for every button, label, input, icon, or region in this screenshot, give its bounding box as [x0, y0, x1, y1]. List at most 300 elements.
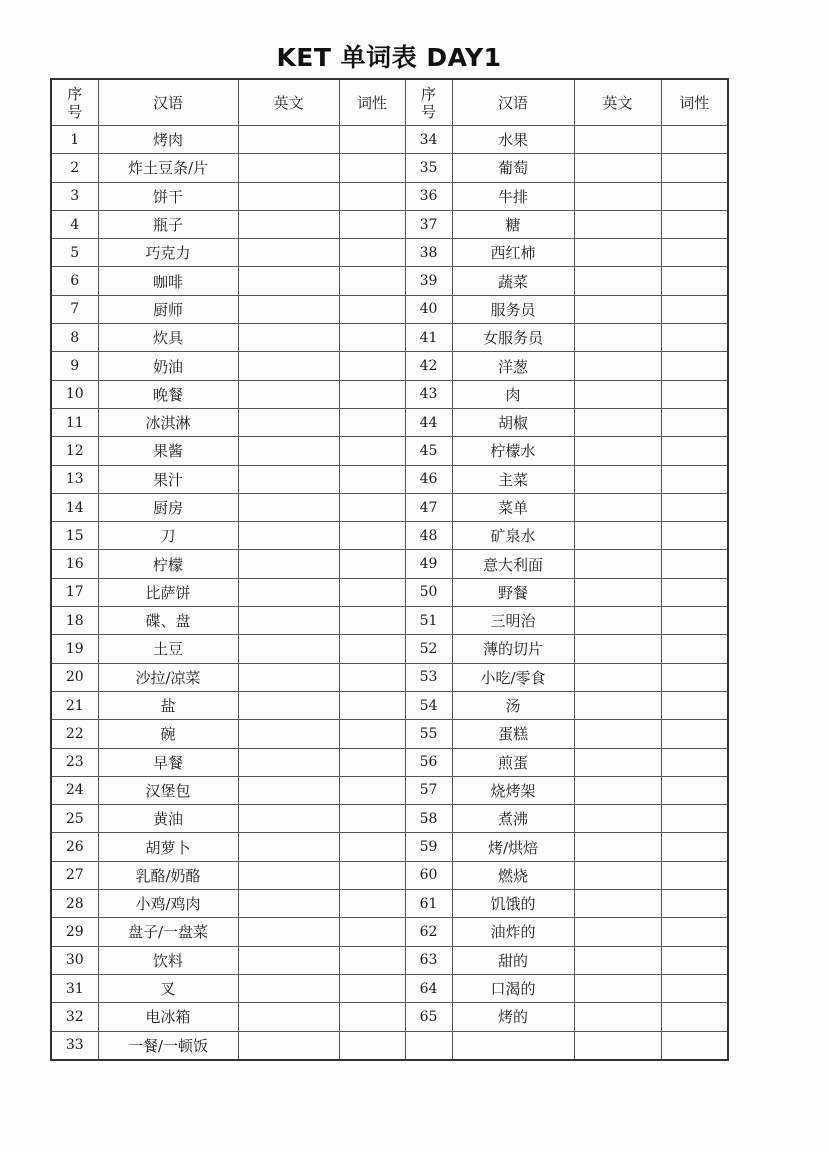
header-pos-left: 词性 [339, 79, 405, 126]
english-answer-cell[interactable] [238, 408, 339, 436]
chinese-cell: 瓶子 [98, 210, 238, 238]
pos-answer-cell[interactable] [339, 861, 405, 889]
english-answer-cell[interactable] [238, 890, 339, 918]
english-answer-cell[interactable] [574, 522, 661, 550]
index-cell: 10 [51, 380, 98, 408]
index-cell: 56 [405, 748, 452, 776]
table-row [51, 239, 728, 267]
pos-answer-cell[interactable] [661, 748, 728, 776]
table-row [51, 918, 728, 946]
english-answer-cell[interactable] [574, 126, 661, 154]
table-row [51, 890, 728, 918]
pos-answer-cell[interactable] [661, 380, 728, 408]
index-cell: 41 [405, 324, 452, 352]
table-row [51, 182, 728, 210]
index-cell: 48 [405, 522, 452, 550]
pos-answer-cell[interactable] [661, 635, 728, 663]
pos-answer-cell[interactable] [339, 267, 405, 295]
index-cell: 24 [51, 776, 98, 804]
pos-answer-cell[interactable] [661, 550, 728, 578]
pos-answer-cell[interactable] [339, 635, 405, 663]
pos-answer-cell[interactable] [661, 408, 728, 436]
english-answer-cell[interactable] [238, 720, 339, 748]
index-cell: 16 [51, 550, 98, 578]
vocab-table-body [51, 126, 728, 1060]
vocab-table [50, 78, 729, 1061]
pos-answer-cell[interactable] [661, 437, 728, 465]
english-answer-cell[interactable] [574, 805, 661, 833]
header-index-top: 序 [67, 84, 83, 103]
table-row [51, 380, 728, 408]
english-answer-cell[interactable] [238, 154, 339, 182]
table-row [51, 720, 728, 748]
index-cell: 59 [405, 833, 452, 861]
chinese-cell: 饥饿的 [452, 890, 574, 918]
pos-answer-cell[interactable] [661, 720, 728, 748]
index-cell: 61 [405, 890, 452, 918]
english-answer-cell[interactable] [574, 239, 661, 267]
index-cell: 39 [405, 267, 452, 295]
chinese-cell: 比萨饼 [98, 578, 238, 606]
english-answer-cell[interactable] [238, 352, 339, 380]
english-answer-cell[interactable] [238, 861, 339, 889]
chinese-cell: 油炸的 [452, 918, 574, 946]
chinese-cell: 炸土豆条/片 [98, 154, 238, 182]
index-cell: 6 [51, 267, 98, 295]
english-answer-cell[interactable] [574, 833, 661, 861]
chinese-cell: 厨房 [98, 493, 238, 521]
index-cell: 30 [51, 946, 98, 974]
english-answer-cell[interactable] [238, 748, 339, 776]
index-cell: 53 [405, 663, 452, 691]
index-cell: 17 [51, 578, 98, 606]
index-cell: 43 [405, 380, 452, 408]
english-answer-cell[interactable] [574, 380, 661, 408]
header-chinese-right: 汉语 [452, 79, 574, 126]
chinese-cell: 烤肉 [98, 126, 238, 154]
chinese-cell: 奶油 [98, 352, 238, 380]
pos-answer-cell[interactable] [339, 324, 405, 352]
chinese-cell: 菜单 [452, 493, 574, 521]
chinese-cell: 胡萝卜 [98, 833, 238, 861]
english-answer-cell[interactable] [574, 635, 661, 663]
pos-answer-cell[interactable] [661, 974, 728, 1002]
index-cell: 18 [51, 607, 98, 635]
pos-answer-cell[interactable] [339, 408, 405, 436]
table-row [51, 324, 728, 352]
table-row [51, 1003, 728, 1031]
table-row [51, 267, 728, 295]
chinese-cell: 黄油 [98, 805, 238, 833]
table-row [51, 437, 728, 465]
pos-answer-cell[interactable] [661, 691, 728, 719]
pos-answer-cell[interactable] [339, 295, 405, 323]
chinese-cell: 蔬菜 [452, 267, 574, 295]
english-answer-cell[interactable] [574, 550, 661, 578]
chinese-cell: 甜的 [452, 946, 574, 974]
index-cell: 63 [405, 946, 452, 974]
index-cell: 57 [405, 776, 452, 804]
chinese-cell: 女服务员 [452, 324, 574, 352]
chinese-cell: 肉 [452, 380, 574, 408]
chinese-cell: 柠檬 [98, 550, 238, 578]
header-english-right: 英文 [574, 79, 661, 126]
english-answer-cell[interactable] [238, 805, 339, 833]
chinese-cell: 煎蛋 [452, 748, 574, 776]
index-cell: 58 [405, 805, 452, 833]
header-index-bottom: 号 [420, 102, 436, 121]
chinese-cell: 薄的切片 [452, 635, 574, 663]
chinese-cell: 汤 [452, 691, 574, 719]
pos-answer-cell[interactable] [339, 352, 405, 380]
index-cell: 2 [51, 154, 98, 182]
index-cell: 15 [51, 522, 98, 550]
table-row [51, 493, 728, 521]
english-answer-cell[interactable] [238, 635, 339, 663]
index-cell: 32 [51, 1003, 98, 1031]
pos-answer-cell[interactable] [339, 239, 405, 267]
table-row [51, 408, 728, 436]
table-row [51, 522, 728, 550]
index-cell: 60 [405, 861, 452, 889]
index-cell: 47 [405, 493, 452, 521]
english-answer-cell[interactable] [574, 748, 661, 776]
pos-answer-cell[interactable] [339, 691, 405, 719]
chinese-cell: 洋葱 [452, 352, 574, 380]
english-answer-cell[interactable] [574, 1003, 661, 1031]
english-answer-cell[interactable] [238, 1003, 339, 1031]
pos-answer-cell[interactable] [339, 380, 405, 408]
header-index-bottom: 号 [67, 102, 83, 121]
pos-answer-cell[interactable] [339, 607, 405, 635]
index-cell: 33 [51, 1031, 98, 1060]
index-cell: 23 [51, 748, 98, 776]
chinese-cell: 水果 [452, 126, 574, 154]
english-answer-cell[interactable] [238, 974, 339, 1002]
chinese-cell: 主菜 [452, 465, 574, 493]
chinese-cell: 煮沸 [452, 805, 574, 833]
english-answer-cell[interactable] [574, 861, 661, 889]
english-answer-cell[interactable] [574, 890, 661, 918]
pos-answer-cell[interactable] [661, 890, 728, 918]
english-answer-cell[interactable] [238, 918, 339, 946]
chinese-cell: 冰淇淋 [98, 408, 238, 436]
pos-answer-cell[interactable] [661, 522, 728, 550]
chinese-cell: 西红柿 [452, 239, 574, 267]
pos-answer-cell[interactable] [339, 974, 405, 1002]
index-cell: 49 [405, 550, 452, 578]
index-cell: 19 [51, 635, 98, 663]
pos-answer-cell[interactable] [339, 493, 405, 521]
pos-answer-cell[interactable] [661, 465, 728, 493]
pos-answer-cell[interactable] [339, 210, 405, 238]
index-cell [405, 1031, 452, 1060]
chinese-cell: 咖啡 [98, 267, 238, 295]
pos-answer-cell[interactable] [661, 607, 728, 635]
pos-answer-cell[interactable] [661, 1031, 728, 1060]
english-answer-cell[interactable] [238, 691, 339, 719]
index-cell: 37 [405, 210, 452, 238]
english-answer-cell[interactable] [574, 437, 661, 465]
chinese-cell: 野餐 [452, 578, 574, 606]
chinese-cell: 沙拉/凉菜 [98, 663, 238, 691]
pos-answer-cell[interactable] [339, 833, 405, 861]
english-answer-cell[interactable] [238, 380, 339, 408]
table-row [51, 465, 728, 493]
index-cell: 22 [51, 720, 98, 748]
pos-answer-cell[interactable] [339, 720, 405, 748]
table-row [51, 1031, 728, 1060]
pos-answer-cell[interactable] [339, 918, 405, 946]
chinese-cell: 晚餐 [98, 380, 238, 408]
chinese-cell: 烤/烘焙 [452, 833, 574, 861]
index-cell: 65 [405, 1003, 452, 1031]
pos-answer-cell[interactable] [661, 210, 728, 238]
index-cell: 12 [51, 437, 98, 465]
header-row [51, 79, 728, 126]
table-row [51, 805, 728, 833]
chinese-cell: 燃烧 [452, 861, 574, 889]
english-answer-cell[interactable] [574, 295, 661, 323]
pos-answer-cell[interactable] [661, 493, 728, 521]
table-row [51, 833, 728, 861]
english-answer-cell[interactable] [238, 182, 339, 210]
english-answer-cell[interactable] [238, 465, 339, 493]
pos-answer-cell[interactable] [661, 126, 728, 154]
english-answer-cell[interactable] [574, 918, 661, 946]
chinese-cell: 电冰箱 [98, 1003, 238, 1031]
table-row [51, 748, 728, 776]
pos-answer-cell[interactable] [661, 1003, 728, 1031]
english-answer-cell[interactable] [238, 126, 339, 154]
chinese-cell: 盐 [98, 691, 238, 719]
english-answer-cell[interactable] [574, 974, 661, 1002]
english-answer-cell[interactable] [238, 437, 339, 465]
chinese-cell: 果酱 [98, 437, 238, 465]
index-cell: 21 [51, 691, 98, 719]
header-index-top: 序 [420, 84, 436, 103]
index-cell: 40 [405, 295, 452, 323]
index-cell: 27 [51, 861, 98, 889]
english-answer-cell[interactable] [238, 776, 339, 804]
chinese-cell: 盘子/一盘菜 [98, 918, 238, 946]
english-answer-cell[interactable] [574, 210, 661, 238]
pos-answer-cell[interactable] [339, 578, 405, 606]
table-row [51, 635, 728, 663]
index-cell: 7 [51, 295, 98, 323]
pos-answer-cell[interactable] [339, 890, 405, 918]
chinese-cell: 蛋糕 [452, 720, 574, 748]
index-cell: 5 [51, 239, 98, 267]
chinese-cell: 柠檬水 [452, 437, 574, 465]
index-cell: 64 [405, 974, 452, 1002]
chinese-cell: 乳酪/奶酪 [98, 861, 238, 889]
pos-answer-cell[interactable] [339, 776, 405, 804]
pos-answer-cell[interactable] [661, 239, 728, 267]
header-index-left [51, 79, 98, 126]
english-answer-cell[interactable] [238, 833, 339, 861]
index-cell: 45 [405, 437, 452, 465]
index-cell: 36 [405, 182, 452, 210]
index-cell: 9 [51, 352, 98, 380]
chinese-cell: 一餐/一顿饭 [98, 1031, 238, 1060]
pos-answer-cell[interactable] [661, 805, 728, 833]
table-row [51, 578, 728, 606]
english-answer-cell[interactable] [238, 607, 339, 635]
index-cell: 42 [405, 352, 452, 380]
table-row [51, 550, 728, 578]
index-cell: 20 [51, 663, 98, 691]
chinese-cell: 土豆 [98, 635, 238, 663]
pos-answer-cell[interactable] [661, 324, 728, 352]
index-cell: 11 [51, 408, 98, 436]
index-cell: 28 [51, 890, 98, 918]
english-answer-cell[interactable] [574, 946, 661, 974]
table-row [51, 946, 728, 974]
table-row [51, 691, 728, 719]
english-answer-cell[interactable] [238, 210, 339, 238]
english-answer-cell[interactable] [238, 295, 339, 323]
english-answer-cell[interactable] [574, 493, 661, 521]
english-answer-cell[interactable] [238, 663, 339, 691]
english-answer-cell[interactable] [574, 324, 661, 352]
pos-answer-cell[interactable] [339, 182, 405, 210]
pos-answer-cell[interactable] [339, 663, 405, 691]
pos-answer-cell[interactable] [661, 861, 728, 889]
chinese-cell: 叉 [98, 974, 238, 1002]
index-cell: 13 [51, 465, 98, 493]
index-cell: 50 [405, 578, 452, 606]
english-answer-cell[interactable] [574, 607, 661, 635]
english-answer-cell[interactable] [238, 946, 339, 974]
english-answer-cell[interactable] [238, 578, 339, 606]
header-chinese-left: 汉语 [98, 79, 238, 126]
index-cell: 51 [405, 607, 452, 635]
index-cell: 3 [51, 182, 98, 210]
pos-answer-cell[interactable] [661, 267, 728, 295]
index-cell: 31 [51, 974, 98, 1002]
chinese-cell: 矿泉水 [452, 522, 574, 550]
pos-answer-cell[interactable] [339, 805, 405, 833]
english-answer-cell[interactable] [574, 776, 661, 804]
english-answer-cell[interactable] [238, 550, 339, 578]
pos-answer-cell[interactable] [661, 578, 728, 606]
table-row [51, 974, 728, 1002]
english-answer-cell[interactable] [574, 578, 661, 606]
english-answer-cell[interactable] [238, 267, 339, 295]
pos-answer-cell[interactable] [661, 663, 728, 691]
index-cell: 35 [405, 154, 452, 182]
pos-answer-cell[interactable] [339, 946, 405, 974]
english-answer-cell[interactable] [574, 1031, 661, 1060]
table-row [51, 210, 728, 238]
english-answer-cell[interactable] [574, 720, 661, 748]
table-row [51, 295, 728, 323]
chinese-cell [452, 1031, 574, 1060]
english-answer-cell[interactable] [574, 182, 661, 210]
chinese-cell: 刀 [98, 522, 238, 550]
pos-answer-cell[interactable] [339, 154, 405, 182]
chinese-cell: 厨师 [98, 295, 238, 323]
chinese-cell: 早餐 [98, 748, 238, 776]
header-english-left: 英文 [238, 79, 339, 126]
table-row [51, 776, 728, 804]
index-cell: 8 [51, 324, 98, 352]
pos-answer-cell[interactable] [339, 522, 405, 550]
index-cell: 4 [51, 210, 98, 238]
pos-answer-cell[interactable] [661, 182, 728, 210]
index-cell: 38 [405, 239, 452, 267]
pos-answer-cell[interactable] [339, 465, 405, 493]
index-cell: 62 [405, 918, 452, 946]
index-cell: 55 [405, 720, 452, 748]
english-answer-cell[interactable] [574, 663, 661, 691]
index-cell: 46 [405, 465, 452, 493]
english-answer-cell[interactable] [238, 324, 339, 352]
chinese-cell: 烤的 [452, 1003, 574, 1031]
index-cell: 25 [51, 805, 98, 833]
table-row [51, 607, 728, 635]
chinese-cell: 葡萄 [452, 154, 574, 182]
chinese-cell: 汉堡包 [98, 776, 238, 804]
pos-answer-cell[interactable] [661, 295, 728, 323]
pos-answer-cell[interactable] [661, 352, 728, 380]
pos-answer-cell[interactable] [661, 918, 728, 946]
english-answer-cell[interactable] [574, 352, 661, 380]
table-row [51, 352, 728, 380]
pos-answer-cell[interactable] [661, 946, 728, 974]
index-cell: 26 [51, 833, 98, 861]
chinese-cell: 小吃/零食 [452, 663, 574, 691]
pos-answer-cell[interactable] [339, 126, 405, 154]
pos-answer-cell[interactable] [339, 437, 405, 465]
chinese-cell: 碗 [98, 720, 238, 748]
pos-answer-cell[interactable] [339, 1003, 405, 1031]
chinese-cell: 果汁 [98, 465, 238, 493]
chinese-cell: 糖 [452, 210, 574, 238]
pos-answer-cell[interactable] [339, 1031, 405, 1060]
english-answer-cell[interactable] [238, 493, 339, 521]
chinese-cell: 炊具 [98, 324, 238, 352]
english-answer-cell[interactable] [574, 465, 661, 493]
pos-answer-cell[interactable] [661, 833, 728, 861]
chinese-cell: 三明治 [452, 607, 574, 635]
english-answer-cell[interactable] [238, 522, 339, 550]
table-row [51, 154, 728, 182]
chinese-cell: 小鸡/鸡肉 [98, 890, 238, 918]
pos-answer-cell[interactable] [339, 550, 405, 578]
pos-answer-cell[interactable] [339, 748, 405, 776]
pos-answer-cell[interactable] [661, 776, 728, 804]
chinese-cell: 口渴的 [452, 974, 574, 1002]
english-answer-cell[interactable] [574, 154, 661, 182]
pos-answer-cell[interactable] [661, 154, 728, 182]
chinese-cell: 巧克力 [98, 239, 238, 267]
table-row [51, 663, 728, 691]
chinese-cell: 胡椒 [452, 408, 574, 436]
english-answer-cell[interactable] [238, 239, 339, 267]
english-answer-cell[interactable] [238, 1031, 339, 1060]
header-pos-right: 词性 [661, 79, 728, 126]
english-answer-cell[interactable] [574, 691, 661, 719]
index-cell: 44 [405, 408, 452, 436]
chinese-cell: 饮料 [98, 946, 238, 974]
english-answer-cell[interactable] [574, 408, 661, 436]
index-cell: 52 [405, 635, 452, 663]
table-row [51, 126, 728, 154]
english-answer-cell[interactable] [574, 267, 661, 295]
index-cell: 34 [405, 126, 452, 154]
